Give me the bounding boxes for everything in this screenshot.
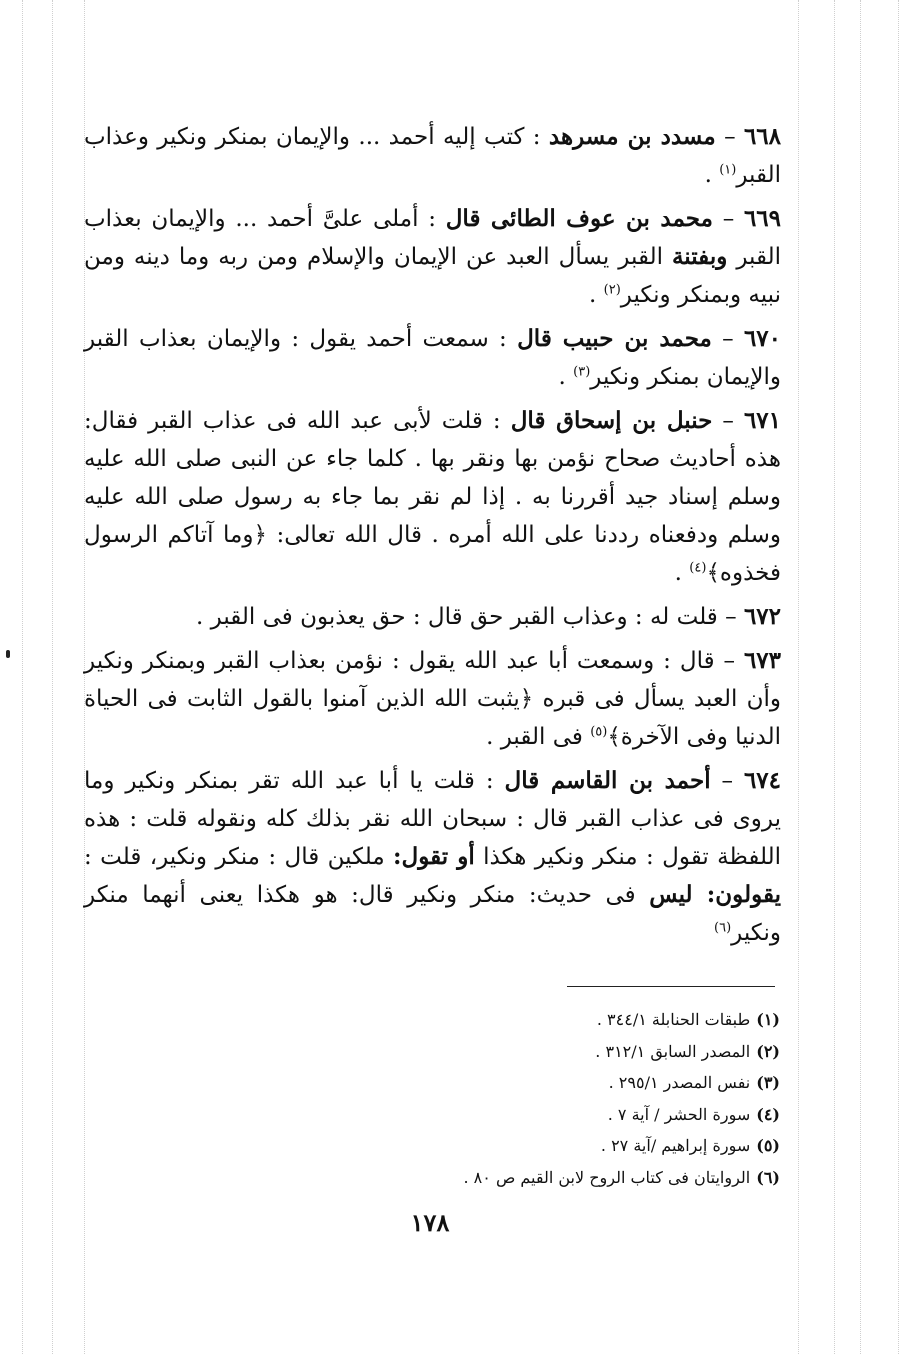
footnote	[420, 1130, 780, 1162]
footnote-ref: (٣)	[573, 364, 591, 380]
entry-673	[84, 642, 781, 756]
footnote-number: (١)	[756, 1010, 780, 1029]
entry-text: قلت له : وعذاب القبر حق قال : حق يعذبون فى القبر .	[196, 604, 718, 630]
scan-guide-line	[22, 0, 23, 1354]
narrator-name: محمد بن حبيب قال	[517, 325, 712, 352]
footnote-number: (٣)	[756, 1073, 780, 1092]
entry-670	[84, 320, 781, 396]
footnote-ref: (٥)	[590, 724, 608, 740]
bold-word: أو تقول:	[393, 843, 475, 870]
entry-text: ملكين قال : منكر ونكير، قلت :	[84, 844, 394, 870]
entry-separator: –	[714, 648, 744, 674]
scan-guide-line	[860, 0, 861, 1354]
footnote-number: (٥)	[756, 1136, 780, 1155]
entry-separator: –	[710, 768, 744, 794]
footnote	[420, 1099, 780, 1131]
scan-guide-line	[898, 0, 899, 1354]
footnote-text: سورة إبراهيم /آية ٢٧ .	[600, 1136, 751, 1155]
footnote	[420, 1067, 780, 1099]
entry-separator: –	[711, 326, 744, 352]
footnote-number: (٦)	[756, 1167, 780, 1187]
footnote	[420, 1162, 780, 1194]
footnote-text: نفس المصدر ٢٩٥/١ .	[608, 1073, 751, 1092]
entry-end: .	[704, 162, 720, 188]
entry-end: .	[674, 560, 690, 586]
entry-text: القبر يسأل العبد عن الإيمان والإسلام ومن ربه وما دينه ومن نبيه وبمنكر ونكير	[84, 244, 781, 308]
narrator-name: محمد بن عوف الطائى قال	[445, 205, 713, 232]
entry-separator: –	[717, 604, 744, 630]
entry-end: .	[558, 364, 574, 390]
bold-word: وبفتنة	[671, 243, 728, 270]
entry-end: .	[589, 282, 604, 308]
entry-text: : قلت يا أبا عبد الله تقر بمنكر ونكير وما يروى فى عذاب القبر قال : سبحان الله نقر بذلك كله ونقوله قلت : هذه اللفظة تقول : منكر ونكير هكذا	[84, 768, 781, 870]
footnote-number: (٢)	[756, 1041, 780, 1061]
footnote-text: المصدر السابق ٣١٢/١ .	[595, 1041, 751, 1061]
entry-text: : قلت لأبى عبد الله فى عذاب القبر فقال: هذه أحاديث صحاح نؤمن بها ونقر بها . كلما جاء عن النبى صلى الله عليه وسلم إسناد جيد أقررنا به . إذا لم نقر بما جاء به رسول صلى الله عليه وسلم ودفعناه رددنا على الله أمره . قال الله تعالى: ﴿وما آتاكم الرسول فخذوه﴾	[84, 408, 781, 586]
entry-number: ٦٦٩	[743, 205, 782, 232]
scan-guide-line	[798, 0, 799, 1354]
footnote-divider	[567, 986, 775, 987]
entry-end: فى القبر .	[486, 724, 591, 750]
entry-number: ٦٦٨	[743, 123, 782, 150]
entry-number: ٦٧٢	[743, 603, 781, 630]
entry-text: قال : وسمعت أبا عبد الله يقول : نؤمن بعذاب القبر وبمنكر ونكير وأن العبد يسأل فى قبره ﴿يثبت الله الذين آمنوا بالقول الثابت فى الحياة الدنيا وفى الآخرة﴾	[84, 648, 781, 750]
entry-text: فى حديث: منكر ونكير قال: هو هكذا يعنى أنهما منكر ونكير	[84, 882, 781, 946]
entry-text: : كتب إليه أحمد ... والإيمان بمنكر ونكير وعذاب القبر	[84, 124, 781, 188]
entry-668	[84, 118, 781, 194]
entry-number: ٦٧٤	[743, 767, 782, 794]
footnote-text: الروايتان فى كتاب الروح لابن القيم ص ٨٠ .	[463, 1167, 751, 1187]
footnotes	[420, 1004, 780, 1193]
footnote-number: (٤)	[756, 1104, 780, 1124]
footnote-ref: (١)	[719, 162, 737, 178]
footnote	[420, 1036, 780, 1068]
footnote-ref: (٦)	[714, 920, 732, 936]
scan-guide-line	[52, 0, 53, 1354]
page-number: ١٧٨	[410, 1208, 450, 1237]
entry-separator: –	[715, 124, 744, 150]
narrator-name: حنبل بن إسحاق قال	[510, 407, 713, 434]
main-text	[84, 118, 781, 958]
entry-text: : سمعت أحمد يقول : والإيمان بعذاب القبر والإيمان بمنكر ونكير	[84, 326, 781, 390]
entry-number: ٦٧٣	[743, 647, 781, 674]
entry-671	[84, 402, 781, 592]
footnote	[420, 1004, 780, 1036]
narrator-name: أحمد بن القاسم قال	[504, 767, 711, 794]
entry-number: ٦٧٠	[743, 325, 781, 352]
footnote-text: طبقات الحنابلة ٣٤٤/١ .	[596, 1010, 751, 1029]
entry-separator: –	[712, 408, 744, 434]
footnote-text: سورة الحشر / آية ٧ .	[607, 1104, 751, 1124]
entry-text: : أملى علىَّ أحمد ... والإيمان بعذاب القبر	[84, 206, 781, 270]
entry-672	[84, 598, 781, 636]
scan-guide-line	[834, 0, 835, 1354]
scan-mark	[6, 650, 10, 658]
footnote-ref: (٢)	[603, 282, 621, 298]
entry-669	[84, 200, 781, 314]
entry-separator: –	[712, 206, 744, 232]
entry-674	[84, 762, 781, 952]
entry-number: ٦٧١	[743, 407, 782, 434]
narrator-name: مسدد بن مسرهد	[548, 123, 716, 150]
bold-word: يقولون: ليس	[649, 881, 781, 908]
footnote-ref: (٤)	[689, 560, 707, 576]
